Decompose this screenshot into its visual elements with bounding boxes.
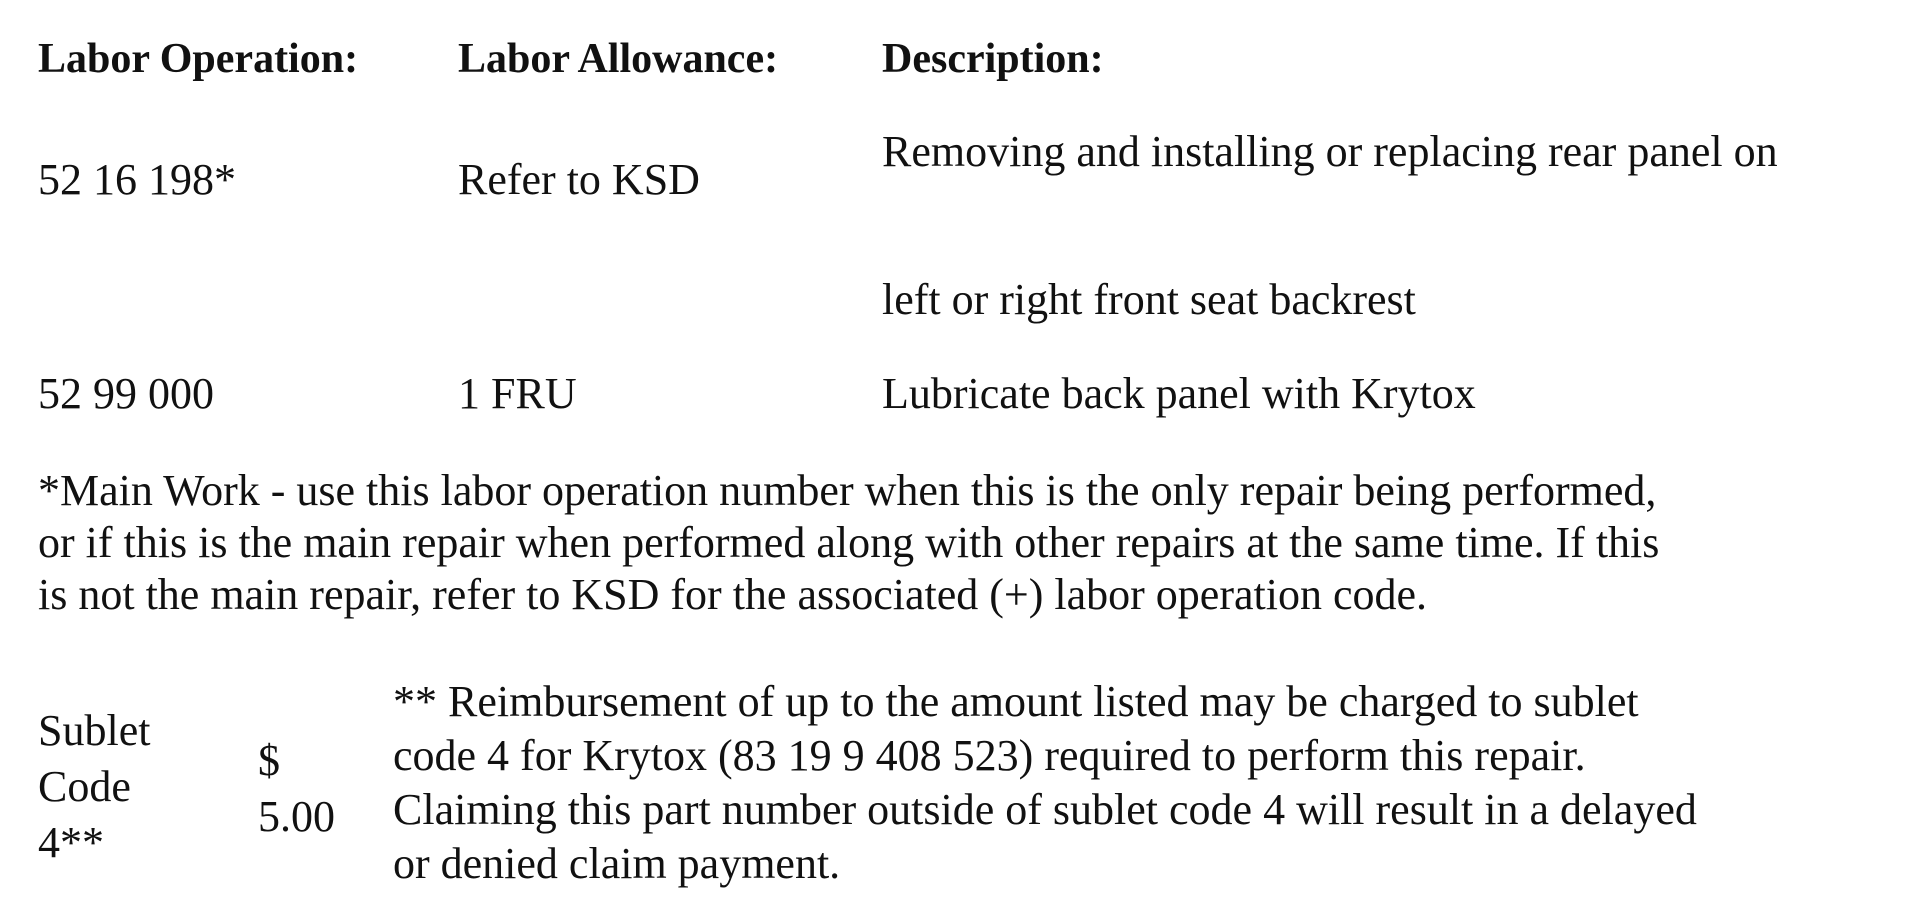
header-labor-operation: Labor Operation: [38,36,359,82]
reimbursement-note-line-3: Claiming this part number outside of sublet code 4 will result in a delayed [393,785,1697,834]
reimbursement-note-line-4: or denied claim payment. [393,839,841,888]
sublet-code-label [38,703,150,871]
row-1-description-line-2: left or right front seat backrest [882,275,1416,324]
sublet-label-line-1: Sublet [38,706,151,755]
sublet-reimbursement-note [393,675,1697,891]
reimbursement-note-line-2: code 4 for Krytox (83 19 9 408 523) required to perform this repair. [393,731,1586,780]
header-labor-allowance: Labor Allowance: [458,36,779,82]
main-work-note-line-1: *Main Work - use this labor operation number when this is the only repair being performed, [38,466,1657,515]
row-2-allowance: 1 FRU [458,369,577,418]
row-1-allowance: Refer to KSD [458,155,700,204]
main-work-note-line-2: or if this is the main repair when performed along with other repairs at the same time. If this [38,518,1660,567]
sublet-amount [258,733,335,845]
row-1-operation: 52 16 198* [38,155,236,204]
sublet-amount-currency: $ [258,736,280,785]
main-work-note-line-3: is not the main repair, refer to KSD for the associated (+) labor operation code. [38,570,1428,619]
row-2-description-line-1: Lubricate back panel with Krytox [882,369,1476,418]
reimbursement-note-line-1: ** Reimbursement of up to the amount listed may be charged to sublet [393,677,1639,726]
sublet-amount-value: 5.00 [258,792,335,841]
header-description: Description: [882,36,1104,82]
sublet-label-line-2: Code [38,762,131,811]
main-work-note [38,465,1898,621]
sublet-label-line-3: 4** [38,818,104,867]
row-1-description-line-1: Removing and installing or replacing rear panel on [882,127,1778,176]
row-2-operation: 52 99 000 [38,369,214,418]
